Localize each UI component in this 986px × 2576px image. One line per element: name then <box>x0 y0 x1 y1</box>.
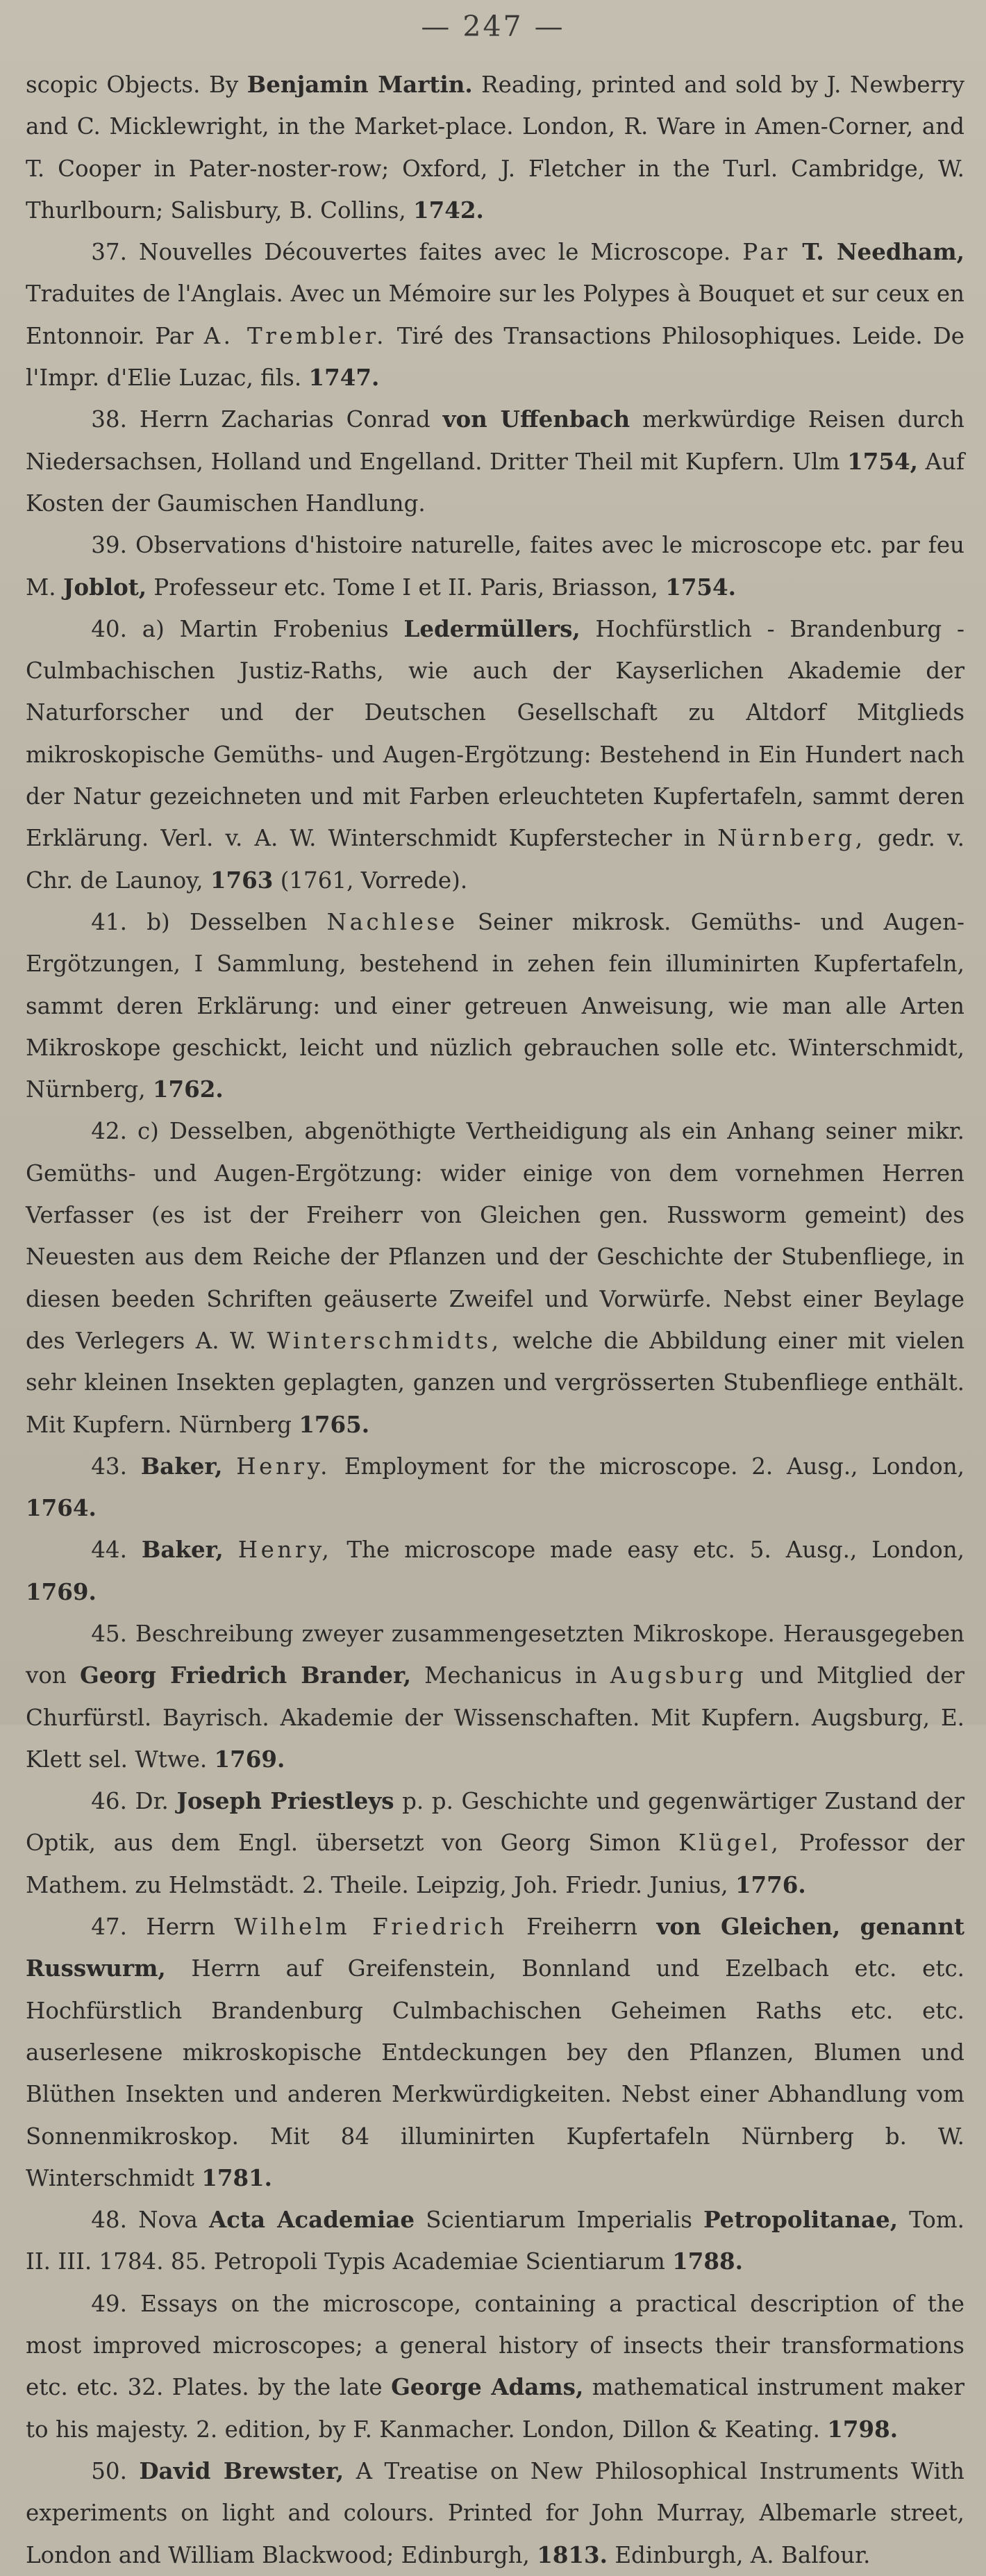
entry-37: 37. Nouvelles Découvertes faites avec le Microscope. Par T. Needham, Traduites de l'Anglais. Avec un Mémoire sur les Polypes à Bouquet et sur ceux en Entonnoir. Par A. Trembler. Tiré des Transactions Philosophiques. Leide. De l'Impr. d'Elie Luzac, fils. 1747. <box>26 238 964 392</box>
entry-48: 48. Nova Acta Academiae Scientiarum Imperialis Petropolitanae, Tom. II. III. 1784. 85. Petropoli Typis Academiae Scientiarum 1788. <box>26 2206 965 2275</box>
entry-50: 50. David Brewster, A Treatise on New Philosophical Instruments With experiments on light and colours. Printed for John Murray, Albemarle street, London and William Blackwood; Edinburgh, 1813. Edinburgh, A. Balfour. <box>26 2457 964 2568</box>
entry-39: 39. Observations d'histoire naturelle, faites avec le microscope etc. par feu M. Joblot, Professeur etc. Tome I et II. Paris, Briasson, 1754. <box>26 532 964 601</box>
entry-49: 49. Essays on the microscope, containing a practical description of the most improved microscopes; a general history of insects their transformations etc. etc. 32. Plates. by the late George Adams, mathematical instrument maker to his majesty. 2. edition, by F. Kanmacher. London, Dillon & Keating. 1798. <box>26 2290 964 2443</box>
entry-38: 38. Herrn Zacharias Conrad von Uffenbach merkwürdige Reisen durch Niedersachsen, Holland und Engelland. Dritter Theil mit Kupfern. Ulm 1754, Auf Kosten der Gaumischen Handlung. <box>26 405 965 517</box>
entry-continued: scopic Objects. By Benjamin Martin. Reading, printed and sold by J. Newberry and C. Micklewright, in the Market-place. London, R. Ware in Amen-Corner, and T. Cooper in Pater-noster-row; Oxford, J. Fletcher in the Turl. Cambridge, W. Thurlbourn; Salisbury, B. Collins, 1742. <box>26 71 964 224</box>
entry-47: 47. Herrn Wilhelm Friedrich Freiherrn von Gleichen, genannt Russwurm, Herrn auf Greifenstein, Bonnland und Ezelbach etc. etc. Hochfürstlich Brandenburg Culmbachischen Geheimen Raths etc. etc. auserlesene mikroskopische Entdeckungen bey den Pflanzen, Blumen und Blüthen Insekten und anderen Merkwürdigkeiten. Nebst einer Abhandlung vom Sonnenmikroskop. Mit 84 illuminirten Kupfertafeln Nürnberg b. W. Winterschmidt 1781. <box>26 1913 964 2191</box>
entry-46: 46. Dr. Joseph Priestleys p. p. Geschichte und gegenwärtiger Zustand der Optik, aus dem Engl. übersetzt von Georg Simon Klügel, Professor der Mathem. zu Helmstädt. 2. Theile. Leipzig, Joh. Friedr. Junius, 1776. <box>26 1787 965 1898</box>
entry-41: 41. b) Desselben Nachlese Seiner mikrosk. Gemüths- und Augen-Ergötzungen, I Sammlung, bestehend in zehen fein illuminirten Kupfertafeln, sammt deren Erklärung: und einer getreuen Anweisung, wie man alle Arten Mikroskope geschickt, leicht und nüzlich gebrauchen solle etc. Winterschmidt, Nürnberg, 1762. <box>26 908 964 1103</box>
entry-40: 40. a) Martin Frobenius Ledermüllers, Hochfürstlich - Brandenburg - Culmbachischen Justiz-Raths, wie auch der Kayserlichen Akademie der Naturforscher und der Deutschen Gesellschaft zu Altdorf Mitglieds mikroskopische Gemüths- und Augen-Ergötzung: Bestehend in Ein Hundert nach der Natur gezeichneten und mit Farben erleuchteten Kupfertafeln, sammt deren Erklärung. Verl. v. A. W. Winterschmidt Kupferstecher in Nürnberg, gedr. v. Chr. de Launoy, 1763 (1761, Vorrede). <box>26 614 964 894</box>
entry-45: 45. Beschreibung zweyer zusammengesetzten Mikroskope. Herausgegeben von Georg Friedrich Brander, Mechanicus in Augsburg und Mitglied der Churfürstl. Bayrisch. Akademie der Wissenschaften. Mit Kupfern. Augsburg, E. Klett sel. Wtwe. 1769. <box>26 1620 964 1773</box>
entry-43: 43. Baker, Henry. Employment for the microscope. 2. Ausg., London, 1764. <box>26 1452 964 1522</box>
entry-44: 44. Baker, Henry, The microscope made easy etc. 5. Ausg., London, 1769. <box>26 1536 964 1605</box>
page-number: — 247 — <box>421 10 565 43</box>
bibliography-text <box>26 64 964 2576</box>
entry-42: 42. c) Desselben, abgenöthigte Vertheidigung als ein Anhang seiner mikr. Gemüths- und Augen-Ergötzung: wider einige von dem vornehmen Herren Verfasser (es ist der Freiherr von Gleichen gen. Russworm gemeint) des Neuesten aus dem Reiche der Pflanzen und der Geschichte der Stubenfliege, in diesen beeden Schriften geäuserte Zweifel und Vorwürfe. Nebst einer Beylage des Verlegers A. W. Winterschmidts, welche die Abbildung einer mit vielen sehr kleinen Insekten geplagten, ganzen und vergrösserten Stubenfliege enthält. Mit Kupfern. Nürnberg 1765. <box>26 1118 965 1438</box>
